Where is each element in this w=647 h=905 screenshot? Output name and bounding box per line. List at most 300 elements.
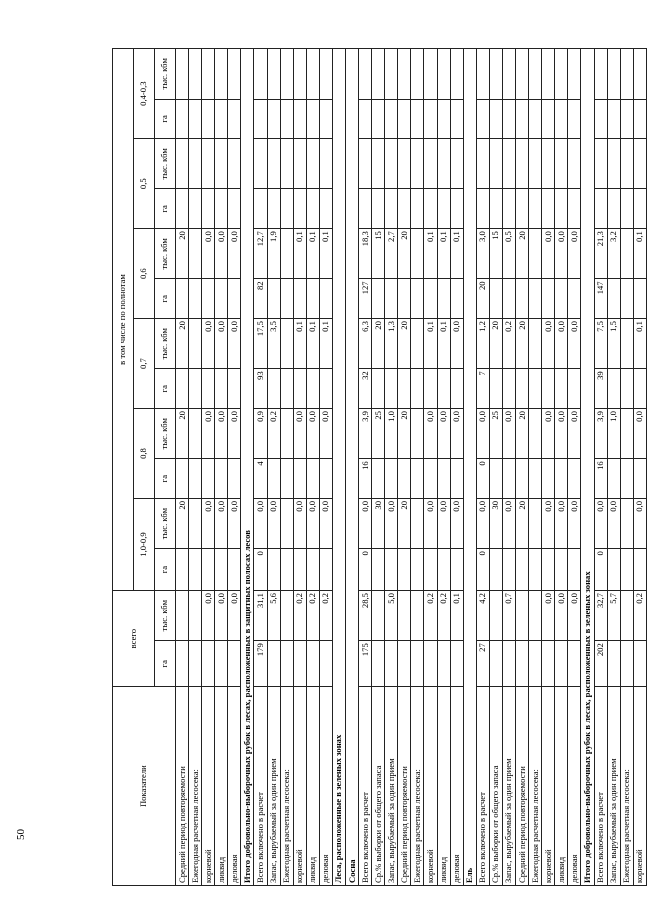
table-cell: 0,0: [202, 319, 215, 369]
table-cell: [372, 49, 385, 100]
table-cell: [450, 641, 463, 687]
table-row: [398, 49, 411, 886]
row-label: ликвид: [215, 687, 228, 886]
table-cell: [385, 369, 398, 409]
table-cell: 0,0: [542, 229, 555, 279]
unit-ha-header: га: [155, 369, 176, 409]
table-cell: 0,1: [450, 591, 463, 641]
table-cell: [620, 319, 633, 369]
table-cell: 0,2: [306, 591, 319, 641]
table-cell: [450, 279, 463, 319]
table-cell: 7: [476, 369, 489, 409]
including-header: в том числе по полнотам: [113, 49, 134, 591]
table-cell: [568, 549, 581, 591]
table-cell: [633, 139, 646, 189]
table-cell: [254, 189, 267, 229]
table-cell: 0,1: [293, 319, 306, 369]
table-cell: [202, 139, 215, 189]
table-row: [306, 49, 319, 886]
table-cell: 21,3: [594, 229, 607, 279]
table-cell: [306, 641, 319, 687]
table-cell: [189, 49, 202, 100]
table-cell: [424, 641, 437, 687]
table-cell: 25: [489, 409, 502, 459]
table-cell: 0,0: [542, 499, 555, 549]
table-cell: [607, 139, 620, 189]
table-cell: [476, 49, 489, 100]
table-row: [450, 49, 463, 886]
table-cell: [450, 189, 463, 229]
table-cell: [398, 49, 411, 100]
table-cell: [502, 549, 515, 591]
table-cell: [359, 49, 372, 100]
table-cell: [215, 49, 228, 100]
table-cell: [202, 369, 215, 409]
table-cell: [620, 369, 633, 409]
table-row: [215, 49, 228, 886]
indicator-header: Показатели: [113, 687, 176, 886]
table-cell: 20: [398, 409, 411, 459]
table-row: [633, 49, 646, 886]
table-cell: [319, 139, 332, 189]
table-cell: [411, 369, 424, 409]
table-cell: [176, 139, 189, 189]
table-cell: [398, 99, 411, 139]
row-label: деловая: [568, 687, 581, 886]
table-cell: 27: [476, 641, 489, 687]
table-cell: [306, 549, 319, 591]
table-cell: [502, 369, 515, 409]
table-cell: [372, 279, 385, 319]
table-cell: [620, 641, 633, 687]
table-cell: [215, 189, 228, 229]
table-cell: [489, 549, 502, 591]
table-cell: [633, 49, 646, 100]
table-cell: 0,0: [359, 499, 372, 549]
table-cell: [189, 279, 202, 319]
table-cell: [529, 319, 542, 369]
table-cell: [542, 279, 555, 319]
table-cell: [176, 549, 189, 591]
table-cell: [267, 549, 280, 591]
section-title: Итого добровольно-выборочных рубок в лесах, расположенных в зеленых зонах: [581, 49, 594, 886]
section-row: [346, 49, 359, 886]
table-cell: 0,1: [319, 229, 332, 279]
table-cell: [542, 99, 555, 139]
table-cell: 20: [516, 409, 529, 459]
table-cell: 175: [359, 641, 372, 687]
table-cell: [607, 549, 620, 591]
unit-ha-header: га: [155, 99, 176, 139]
table-cell: 93: [254, 369, 267, 409]
density-group-header: 0,7: [134, 319, 155, 409]
table-cell: 20: [176, 499, 189, 549]
row-label: Ежегодная расчетная лесосека:: [280, 687, 293, 886]
table-cell: [411, 229, 424, 279]
table-cell: [476, 189, 489, 229]
table-cell: 32,7: [594, 591, 607, 641]
table-cell: [529, 229, 542, 279]
table-cell: [411, 99, 424, 139]
table-cell: [450, 49, 463, 100]
row-label: Средний период повторяемости: [176, 687, 189, 886]
table-cell: [372, 459, 385, 499]
table-cell: [529, 189, 542, 229]
table-cell: [555, 459, 568, 499]
table-cell: [176, 641, 189, 687]
table-cell: [228, 139, 241, 189]
table-cell: [411, 319, 424, 369]
table-cell: [359, 139, 372, 189]
row-label: деловая: [228, 687, 241, 886]
table-cell: [489, 279, 502, 319]
table-cell: 0,2: [319, 591, 332, 641]
row-label: деловая: [319, 687, 332, 886]
table-cell: 3,5: [267, 319, 280, 369]
table-cell: [202, 99, 215, 139]
table-row: [385, 49, 398, 886]
table-cell: 0,0: [437, 409, 450, 459]
table-cell: 179: [254, 641, 267, 687]
table-cell: [516, 49, 529, 100]
table-cell: 39: [594, 369, 607, 409]
table-cell: [411, 641, 424, 687]
table-cell: 0,0: [450, 409, 463, 459]
table-cell: 0,0: [502, 409, 515, 459]
table-cell: 0,0: [215, 319, 228, 369]
table-cell: 20: [372, 319, 385, 369]
unit-volume-header: тыс. кбм: [155, 409, 176, 459]
table-cell: [555, 139, 568, 189]
table-cell: [424, 459, 437, 499]
table-row: [594, 49, 607, 886]
table-cell: [424, 189, 437, 229]
table-cell: [280, 279, 293, 319]
table-cell: 0,0: [306, 409, 319, 459]
table-cell: 20: [398, 499, 411, 549]
row-label: Ежегодная расчетная лесосека:: [529, 687, 542, 886]
table-cell: [529, 369, 542, 409]
table-row: [476, 49, 489, 886]
table-row: [502, 49, 515, 886]
table-cell: [319, 549, 332, 591]
row-label: Всего включено в расчет: [254, 687, 267, 886]
table-cell: [228, 641, 241, 687]
table-cell: 0,0: [385, 499, 398, 549]
table-cell: [568, 459, 581, 499]
table-cell: [293, 369, 306, 409]
table-cell: 7,5: [594, 319, 607, 369]
table-cell: 16: [594, 459, 607, 499]
table-cell: [607, 459, 620, 499]
table-cell: 0,0: [319, 409, 332, 459]
table-cell: [267, 459, 280, 499]
table-cell: 0,0: [568, 229, 581, 279]
row-label: корневой: [633, 687, 646, 886]
table-cell: [189, 499, 202, 549]
table-cell: [215, 279, 228, 319]
unit-volume-header: тыс. кбм: [155, 319, 176, 369]
table-cell: [529, 99, 542, 139]
table-cell: [306, 279, 319, 319]
cutting-volume-table: [112, 48, 647, 886]
table-cell: [555, 189, 568, 229]
table-cell: 0,1: [437, 319, 450, 369]
table-cell: 0,0: [293, 499, 306, 549]
density-group-header: 1,0-0,9: [134, 499, 155, 591]
table-cell: 0,1: [450, 229, 463, 279]
table-cell: [306, 369, 319, 409]
table-row: [529, 49, 542, 886]
table-cell: [306, 49, 319, 100]
table-cell: [398, 189, 411, 229]
table-cell: [489, 189, 502, 229]
table-cell: [542, 49, 555, 100]
table-cell: 28,5: [359, 591, 372, 641]
table-cell: 0,1: [319, 319, 332, 369]
table-cell: 0,0: [542, 591, 555, 641]
table-row: [176, 49, 189, 886]
table-cell: [529, 279, 542, 319]
table-row: [620, 49, 633, 886]
table-cell: [228, 279, 241, 319]
table-cell: 3,9: [594, 409, 607, 459]
table-cell: 0,0: [568, 591, 581, 641]
table-cell: 0,9: [254, 409, 267, 459]
unit-volume-header: тыс. кбм: [155, 49, 176, 100]
table-cell: [372, 369, 385, 409]
table-cell: [542, 189, 555, 229]
table-cell: 0,0: [202, 229, 215, 279]
row-label: Ср.% выборки от общего запаса: [372, 687, 385, 886]
table-cell: [516, 591, 529, 641]
table-cell: [280, 641, 293, 687]
table-cell: 0,0: [228, 499, 241, 549]
table-cell: [385, 279, 398, 319]
row-label: Средний период повторяемости: [398, 687, 411, 886]
table-cell: [254, 99, 267, 139]
table-cell: [215, 459, 228, 499]
table-cell: [437, 189, 450, 229]
row-label: Запас, вырубаемый за один прием: [385, 687, 398, 886]
unit-volume-header: тыс. кбм: [155, 591, 176, 641]
table-cell: [280, 369, 293, 409]
table-cell: 20: [489, 319, 502, 369]
table-cell: [398, 139, 411, 189]
table-cell: [568, 279, 581, 319]
table-cell: [215, 369, 228, 409]
table-cell: [215, 641, 228, 687]
row-label: Запас, вырубаемый за один прием: [502, 687, 515, 886]
table-cell: 20: [476, 279, 489, 319]
table-cell: [189, 459, 202, 499]
table-cell: 1,2: [476, 319, 489, 369]
table-cell: [306, 189, 319, 229]
table-cell: [489, 369, 502, 409]
table-cell: 1,0: [385, 409, 398, 459]
table-cell: 0,0: [215, 409, 228, 459]
table-cell: [202, 641, 215, 687]
table-cell: 0,1: [633, 319, 646, 369]
table-cell: [633, 189, 646, 229]
table-cell: [228, 549, 241, 591]
table-cell: [189, 591, 202, 641]
table-cell: 0,0: [215, 499, 228, 549]
table-cell: [542, 549, 555, 591]
table-cell: 0,0: [568, 499, 581, 549]
table-cell: 30: [372, 499, 385, 549]
table-cell: 20: [176, 229, 189, 279]
table-cell: [280, 319, 293, 369]
table-cell: [542, 139, 555, 189]
table-cell: [502, 99, 515, 139]
table-cell: [594, 189, 607, 229]
table-cell: [267, 139, 280, 189]
table-cell: [450, 549, 463, 591]
table-cell: 0,0: [476, 499, 489, 549]
table-cell: [306, 139, 319, 189]
table-cell: 0,1: [437, 229, 450, 279]
table-cell: 25: [372, 409, 385, 459]
table-cell: 5,6: [267, 591, 280, 641]
table-cell: [437, 49, 450, 100]
table-row: [568, 49, 581, 886]
table-cell: [176, 49, 189, 100]
table-cell: [280, 189, 293, 229]
row-label: ликвид: [306, 687, 319, 886]
table-cell: [489, 99, 502, 139]
table-cell: [319, 459, 332, 499]
table-cell: [437, 139, 450, 189]
table-cell: [359, 99, 372, 139]
table-cell: [502, 641, 515, 687]
table-cell: [424, 99, 437, 139]
table-cell: [607, 369, 620, 409]
table-cell: 0,1: [293, 229, 306, 279]
table-cell: [319, 369, 332, 409]
density-group-header: 0,5: [134, 139, 155, 229]
table-cell: [319, 99, 332, 139]
table-cell: [529, 139, 542, 189]
table-cell: [529, 409, 542, 459]
table-cell: 31,1: [254, 591, 267, 641]
table-cell: 0,1: [633, 229, 646, 279]
table-cell: [306, 99, 319, 139]
table-cell: 0,0: [424, 409, 437, 459]
unit-volume-header: тыс. кбм: [155, 229, 176, 279]
table-cell: [529, 549, 542, 591]
table-cell: [372, 591, 385, 641]
table-cell: 0,0: [228, 591, 241, 641]
table-cell: [607, 99, 620, 139]
table-cell: [267, 189, 280, 229]
unit-volume-header: тыс. кбм: [155, 139, 176, 189]
table-row: [424, 49, 437, 886]
table-cell: 0,5: [502, 229, 515, 279]
table-cell: [398, 641, 411, 687]
table-cell: [202, 189, 215, 229]
density-group-header: 0,8: [134, 409, 155, 499]
table-cell: [437, 369, 450, 409]
table-cell: [607, 641, 620, 687]
table-cell: 0,0: [555, 319, 568, 369]
table-cell: 0,0: [555, 409, 568, 459]
table-row: [293, 49, 306, 886]
table-cell: [529, 499, 542, 549]
table-cell: [293, 189, 306, 229]
table-cell: [437, 641, 450, 687]
table-row: [267, 49, 280, 886]
table-cell: 0,0: [502, 499, 515, 549]
row-label: корневой: [293, 687, 306, 886]
table-cell: [411, 549, 424, 591]
row-label: Ср.% выборки от общего запаса: [489, 687, 502, 886]
table-row: [280, 49, 293, 886]
table-cell: [620, 409, 633, 459]
table-cell: 0,0: [450, 319, 463, 369]
table-cell: [267, 49, 280, 100]
table-cell: [228, 189, 241, 229]
table-cell: 0: [476, 549, 489, 591]
table-cell: [620, 549, 633, 591]
table-cell: [568, 369, 581, 409]
table-cell: 1,9: [267, 229, 280, 279]
table-cell: [293, 49, 306, 100]
table-cell: [385, 139, 398, 189]
table-cell: 3,9: [359, 409, 372, 459]
table-cell: [489, 591, 502, 641]
table-cell: [568, 49, 581, 100]
table-cell: [450, 139, 463, 189]
table-cell: 82: [254, 279, 267, 319]
table-cell: [633, 641, 646, 687]
table-cell: [594, 99, 607, 139]
table-cell: 12,7: [254, 229, 267, 279]
table-cell: [215, 139, 228, 189]
table-cell: [437, 459, 450, 499]
table-row: [607, 49, 620, 886]
table-cell: 16: [359, 459, 372, 499]
table-row: [542, 49, 555, 886]
total-header: всего: [113, 591, 155, 687]
table-cell: [385, 549, 398, 591]
table-cell: [280, 499, 293, 549]
table-cell: [398, 369, 411, 409]
table-row: [489, 49, 502, 886]
table-cell: [555, 641, 568, 687]
table-cell: 1,5: [607, 319, 620, 369]
table-cell: [176, 369, 189, 409]
table-cell: 0,0: [202, 499, 215, 549]
table-cell: [555, 369, 568, 409]
table-cell: 0,0: [594, 499, 607, 549]
row-label: корневой: [202, 687, 215, 886]
table-cell: [489, 49, 502, 100]
table-cell: [502, 139, 515, 189]
table-cell: [437, 279, 450, 319]
table-cell: [411, 591, 424, 641]
table-cell: 3,0: [476, 229, 489, 279]
table-cell: [189, 369, 202, 409]
table-cell: [516, 279, 529, 319]
table-cell: 0,0: [568, 409, 581, 459]
table-cell: [228, 459, 241, 499]
table-body: [176, 49, 647, 886]
table-cell: 4,2: [476, 591, 489, 641]
table-cell: [372, 189, 385, 229]
table-cell: [280, 99, 293, 139]
table-cell: 0,0: [267, 499, 280, 549]
